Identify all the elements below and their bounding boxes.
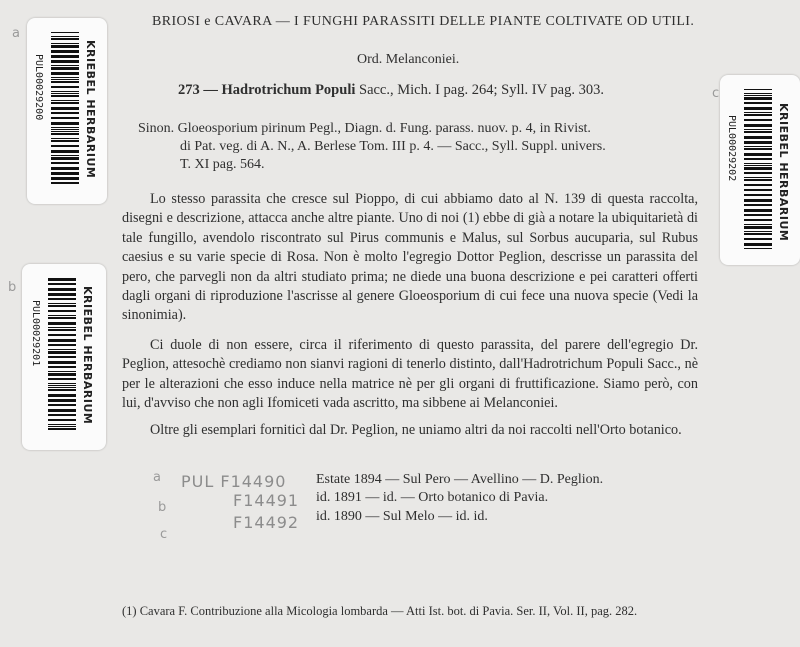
label-title: KRIEBEL HERBARIUM <box>81 286 94 425</box>
label-code: PUL00029202 <box>726 115 737 182</box>
order-heading: Ord. Melanconiei. <box>357 52 460 67</box>
handwritten-accession: PUL F14490 <box>181 472 287 491</box>
label-code: PUL00029200 <box>33 54 44 121</box>
species-name: — Hadrotrichum Populi <box>203 82 356 98</box>
barcode-label <box>720 75 800 265</box>
entry-number: 273 <box>178 82 200 98</box>
barcode-icon <box>744 89 772 249</box>
paragraph: Oltre gli esemplari forniticì dal Dr. Peglion, ne uniamo altri da noi raccolti nell'Orto botanico. <box>150 422 682 438</box>
footnote: (1) Cavara F. Contribuzione alla Micologia lombarda — Atti Ist. bot. di Pavia. Ser. II, Vol. II, pag. 282. <box>122 604 638 618</box>
barcode-label <box>27 18 107 204</box>
barcode-icon <box>48 278 76 432</box>
collection-row: id. 1891 — id. — Orto botanico di Pavia. <box>316 490 549 505</box>
collection-row: Estate 1894 — Sul Pero — Avellino — D. Peglion. <box>316 472 604 487</box>
margin-letter: a <box>12 26 20 41</box>
margin-letter: b <box>8 280 17 295</box>
synonym-line: T. XI pag. 564. <box>180 157 265 172</box>
synonym-line: di Pat. veg. di A. N., A. Berlese Tom. III p. 4. — Sacc., Syll. Suppl. univers. <box>180 139 606 154</box>
label-code: PUL00029201 <box>30 300 41 367</box>
barcode-icon <box>51 32 79 186</box>
barcode-label <box>22 264 106 450</box>
handwritten-accession: F14491 <box>233 491 300 510</box>
paragraph: Ci duole di non essere, circa il riferimento di questo parassita, del parere dell'egregio Dr. Peglion, attesochè crediamo non sianvi ragioni di tenerlo distinto, dall'Hadrotrichum Populi Sacc., nè per le alterazioni che esso induce nella matrice nè per gli organi di fruttificazione. Siamo però, con lui, d'avviso che non agli Ifomiceti vada ascritto, ma sibbene ai Melanconiei. <box>122 337 698 412</box>
species-citation: Sacc., Mich. I pag. 264; Syll. IV pag. 303. <box>359 82 604 98</box>
handwritten-accession: F14492 <box>233 513 300 532</box>
margin-letter: c <box>712 86 720 101</box>
label-title: KRIEBEL HERBARIUM <box>777 103 790 242</box>
species-entry <box>178 82 604 99</box>
margin-letter: c <box>160 527 168 542</box>
synonym-line: Sinon. Gloeosporium pirinum Pegl., Diagn. d. Fung. parass. nuov. p. 4, in Rivist. <box>138 121 591 136</box>
page-header: BRIOSI e CAVARA — I FUNGHI PARASSITI DELLE PIANTE COLTIVATE OD UTILI. <box>152 14 695 29</box>
paragraph: Lo stesso parassita che cresce sul Pioppo, di cui abbiamo dato al N. 139 di questa raccolta, disegni e descrizione, attacca anche altre piante. Uno di noi (1) ebbe di già a notare la ubiquitarietà di tale fungillo, avendolo riscontrato sul Pirus communis e Malus, sul Sorbus aucuparia, sul Rubus caesius e su varie specie di Rosa. Non è molto l'egregio Dottor Peglion, descrisse un parassita del pero, che parvegli non da altri studiato prima; ne diede una buona descrizione e pei caratteri offerti dagli organi di riproduzione l'ascrisse al genere Gloeosporium di cui fece una nuova specie (Vedi la sinonimia). <box>122 191 698 324</box>
collection-row: id. 1890 — Sul Melo — id. id. <box>316 509 488 524</box>
margin-letter: b <box>158 500 167 515</box>
synonymy <box>138 120 606 174</box>
label-title: KRIEBEL HERBARIUM <box>84 40 97 179</box>
margin-letter: a <box>153 470 161 485</box>
